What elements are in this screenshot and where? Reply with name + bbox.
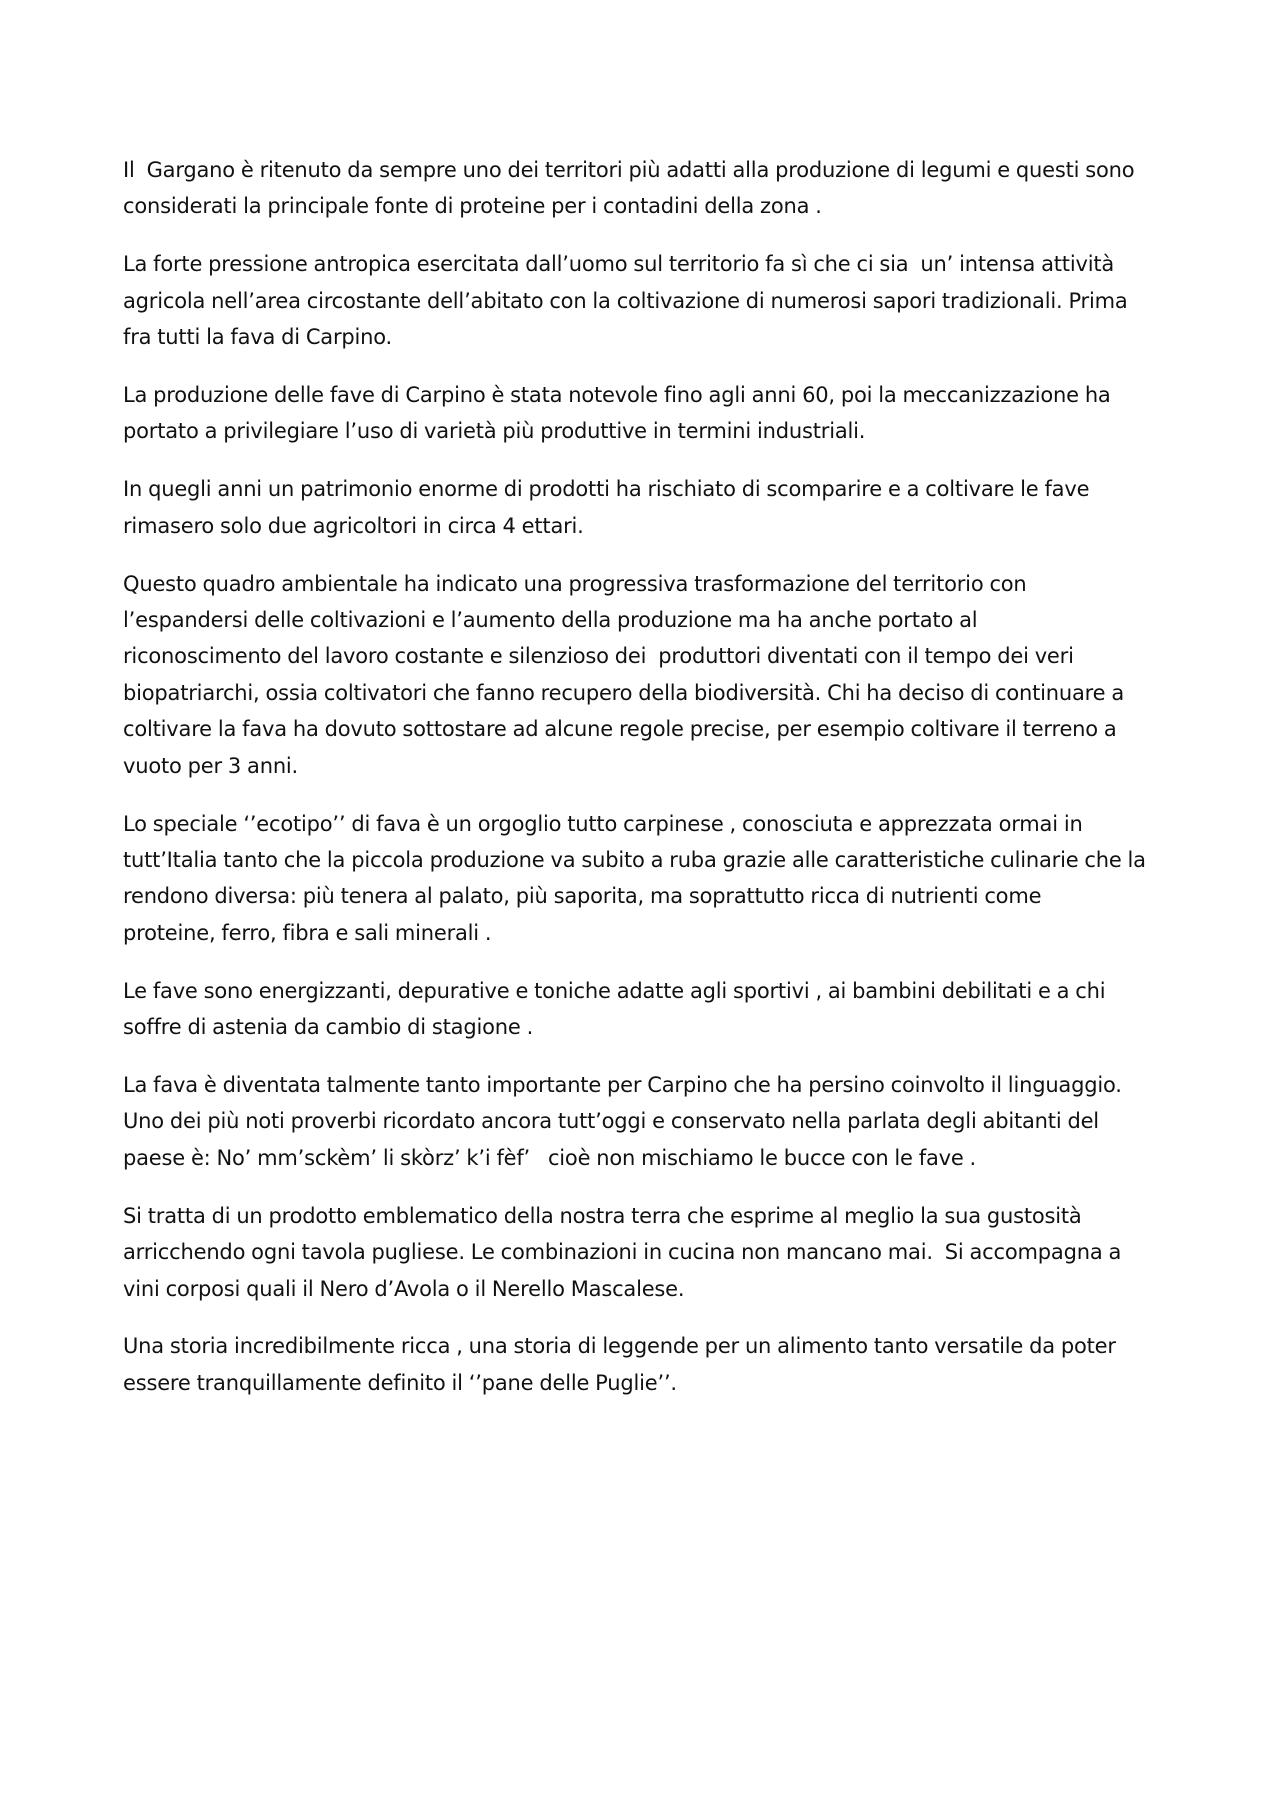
text-line: vuoto per 3 anni. — [123, 753, 299, 778]
text-line: agricola nell’area circostante dell’abitato con la coltivazione di numerosi sapori tradizionali. Prima — [123, 288, 1128, 313]
paragraph — [123, 1328, 1173, 1401]
text-line: Le fave sono energizzanti, depurative e toniche adatte agli sportivi , ai bambini debilitati e a chi — [123, 978, 1106, 1003]
text-line: rimasero solo due agricoltori in circa 4 ettari. — [123, 513, 584, 538]
paragraph — [123, 1198, 1173, 1307]
paragraph — [123, 152, 1173, 225]
paragraph — [123, 566, 1173, 784]
text-line: considerati la principale fonte di proteine per i contadini della zona . — [123, 194, 822, 219]
text-line: Questo quadro ambientale ha indicato una progressiva trasformazione del territorio con — [123, 571, 1027, 596]
text-line: Il Gargano è ritenuto da sempre uno dei territori più adatti alla produzione di legumi e questi sono — [123, 158, 1135, 182]
paragraph — [123, 377, 1173, 450]
paragraph — [123, 973, 1173, 1046]
text-line: vini corposi quali il Nero d’Avola o il Nerello Mascalese. — [123, 1276, 685, 1301]
text-line: riconoscimento del lavoro costante e silenzioso dei produttori diventati con il tempo dei veri — [123, 644, 1074, 669]
text-line: tutt’Italia tanto che la piccola produzione va subito a ruba grazie alle caratteristiche culinarie che la — [123, 848, 1146, 872]
paragraph — [123, 246, 1173, 355]
document-body — [123, 152, 1173, 1423]
text-line: soffre di astenia da cambio di stagione . — [123, 1015, 534, 1040]
text-line: In quegli anni un patrimonio enorme di prodotti ha rischiato di scomparire e a coltivare le fave — [123, 477, 1090, 502]
text-line: arricchendo ogni tavola pugliese. Le combinazioni in cucina non mancano mai. Si accompagna a — [123, 1240, 1122, 1265]
text-line: coltivare la fava ha dovuto sottostare ad alcune regole precise, per esempio coltivare il terreno a — [123, 717, 1117, 742]
text-line: La produzione delle fave di Carpino è stata notevole fino agli anni 60, poi la meccanizzazione ha — [123, 383, 1111, 408]
text-line: paese è: No’ mm’sckèm’ li skòrz’ k’i fèf’ cioè non mischiamo le bucce con le fave . — [123, 1145, 977, 1170]
paragraph — [123, 471, 1173, 544]
text-line: l’espandersi delle coltivazioni e l’aumento della produzione ma ha anche portato al — [123, 608, 978, 633]
text-line: essere tranquillamente definito il ‘’pane delle Puglie’’. — [123, 1370, 677, 1395]
text-line: proteine, ferro, fibra e sali minerali . — [123, 920, 492, 945]
text-line: portato a privilegiare l’uso di varietà più produttive in termini industriali. — [123, 419, 866, 444]
paragraph — [123, 1067, 1173, 1176]
text-line: Uno dei più noti proverbi ricordato ancora tutt’oggi e conservato nella parlata degli abitanti del — [123, 1109, 1099, 1134]
text-line: rendono diversa: più tenera al palato, più saporita, ma soprattutto ricca di nutrienti come — [123, 884, 1042, 909]
text-line: La forte pressione antropica esercitata dall’uomo sul territorio fa sì che ci sia un’ intensa attività — [123, 252, 1115, 277]
text-line: biopatriarchi, ossia coltivatori che fanno recupero della biodiversità. Chi ha deciso di continuare a — [123, 680, 1124, 705]
text-line: Si tratta di un prodotto emblematico della nostra terra che esprime al meglio la sua gustosità — [123, 1203, 1082, 1228]
text-line: La fava è diventata talmente tanto importante per Carpino che ha persino coinvolto il linguaggio. — [123, 1073, 1122, 1098]
paragraph — [123, 806, 1173, 952]
text-line: Lo speciale ‘’ecotipo’’ di fava è un orgoglio tutto carpinese , conosciuta e apprezzata ormai in — [123, 811, 1083, 836]
text-line: Una storia incredibilmente ricca , una storia di leggende per un alimento tanto versatile da poter — [123, 1334, 1116, 1359]
text-line: fra tutti la fava di Carpino. — [123, 325, 393, 350]
